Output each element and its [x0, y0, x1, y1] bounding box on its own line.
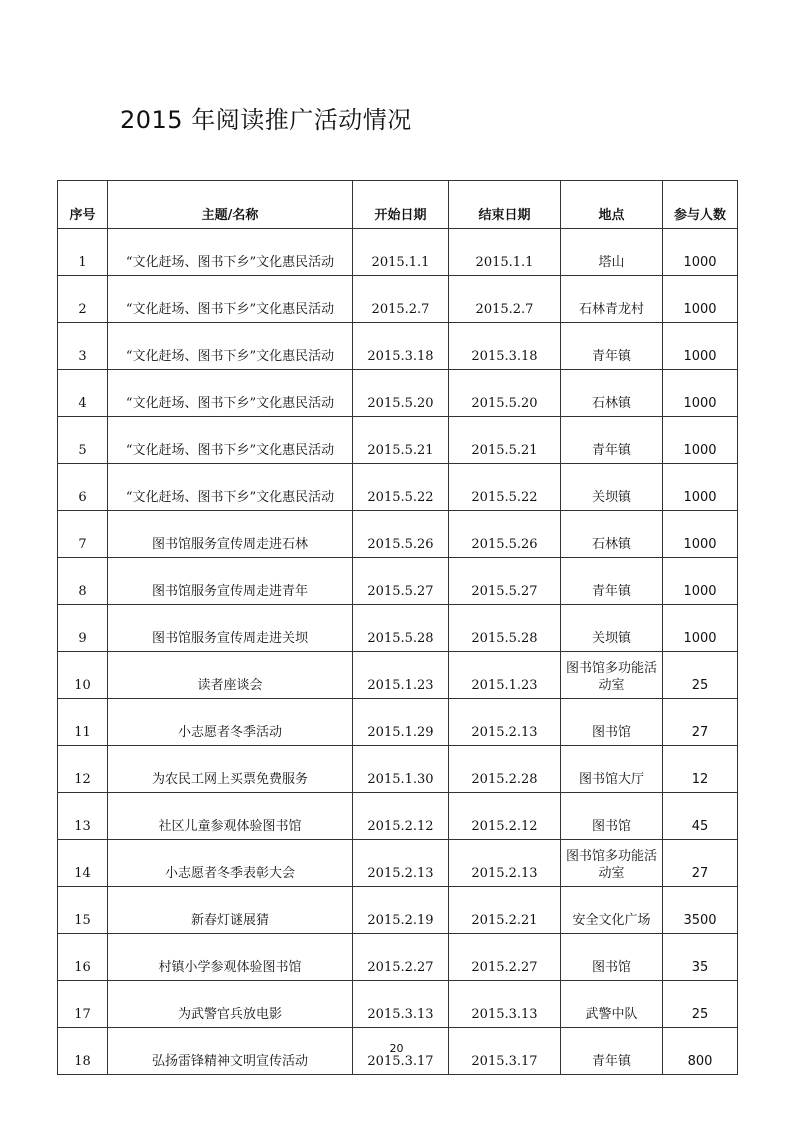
cell-participants: 1000 [663, 464, 738, 511]
cell-topic: 社区儿童参观体验图书馆 [108, 793, 353, 840]
cell-start-date: 2015.2.13 [353, 840, 449, 887]
cell-topic: 读者座谈会 [108, 652, 353, 699]
header-start-date: 开始日期 [353, 181, 449, 229]
cell-end-date: 2015.3.17 [449, 1028, 561, 1075]
cell-location: 青年镇 [561, 558, 663, 605]
cell-start-date: 2015.2.7 [353, 276, 449, 323]
cell-start-date: 2015.5.26 [353, 511, 449, 558]
cell-index: 8 [58, 558, 108, 605]
cell-participants: 27 [663, 840, 738, 887]
cell-participants: 45 [663, 793, 738, 840]
cell-topic: “文化赶场、图书下乡”文化惠民活动 [108, 276, 353, 323]
table-row [58, 840, 738, 887]
cell-topic: 小志愿者冬季表彰大会 [108, 840, 353, 887]
cell-location: 武警中队 [561, 981, 663, 1028]
table-row [58, 934, 738, 981]
cell-end-date: 2015.2.13 [449, 699, 561, 746]
cell-location: 青年镇 [561, 1028, 663, 1075]
cell-end-date: 2015.2.7 [449, 276, 561, 323]
cell-index: 12 [58, 746, 108, 793]
cell-topic: 图书馆服务宣传周走进关坝 [108, 605, 353, 652]
table-row [58, 652, 738, 699]
cell-end-date: 2015.2.13 [449, 840, 561, 887]
cell-end-date: 2015.2.28 [449, 746, 561, 793]
cell-topic: 为武警官兵放电影 [108, 981, 353, 1028]
cell-index: 2 [58, 276, 108, 323]
cell-index: 17 [58, 981, 108, 1028]
table-body [58, 229, 738, 1075]
cell-participants: 1000 [663, 605, 738, 652]
header-participants: 参与人数 [663, 181, 738, 229]
cell-index: 1 [58, 229, 108, 276]
table-row [58, 229, 738, 276]
cell-topic: 图书馆服务宣传周走进青年 [108, 558, 353, 605]
cell-start-date: 2015.5.20 [353, 370, 449, 417]
cell-index: 11 [58, 699, 108, 746]
cell-location: 图书馆 [561, 699, 663, 746]
table-row [58, 746, 738, 793]
cell-participants: 12 [663, 746, 738, 793]
table-row [58, 699, 738, 746]
cell-start-date: 2015.1.29 [353, 699, 449, 746]
cell-participants: 3500 [663, 887, 738, 934]
cell-end-date: 2015.1.23 [449, 652, 561, 699]
table-row [58, 887, 738, 934]
cell-end-date: 2015.2.12 [449, 793, 561, 840]
header-end-date: 结束日期 [449, 181, 561, 229]
table-row [58, 793, 738, 840]
cell-location: 图书馆多功能活动室 [561, 652, 663, 699]
activity-table [57, 180, 738, 1075]
cell-participants: 1000 [663, 511, 738, 558]
cell-start-date: 2015.5.27 [353, 558, 449, 605]
cell-topic: 图书馆服务宣传周走进石林 [108, 511, 353, 558]
cell-index: 9 [58, 605, 108, 652]
cell-location: 图书馆大厅 [561, 746, 663, 793]
cell-location: 石林镇 [561, 511, 663, 558]
cell-topic: 小志愿者冬季活动 [108, 699, 353, 746]
cell-index: 7 [58, 511, 108, 558]
cell-topic: “文化赶场、图书下乡”文化惠民活动 [108, 323, 353, 370]
cell-topic: 新春灯谜展猜 [108, 887, 353, 934]
cell-location: 图书馆 [561, 793, 663, 840]
cell-location: 图书馆多功能活动室 [561, 840, 663, 887]
cell-participants: 1000 [663, 323, 738, 370]
cell-location: 石林青龙村 [561, 276, 663, 323]
cell-participants: 1000 [663, 370, 738, 417]
cell-end-date: 2015.5.27 [449, 558, 561, 605]
cell-end-date: 2015.1.1 [449, 229, 561, 276]
cell-start-date: 2015.3.18 [353, 323, 449, 370]
cell-end-date: 2015.5.28 [449, 605, 561, 652]
cell-topic: “文化赶场、图书下乡”文化惠民活动 [108, 370, 353, 417]
cell-start-date: 2015.2.19 [353, 887, 449, 934]
cell-index: 6 [58, 464, 108, 511]
table-row [58, 981, 738, 1028]
cell-index: 14 [58, 840, 108, 887]
table-row [58, 464, 738, 511]
cell-participants: 35 [663, 934, 738, 981]
cell-location: 塔山 [561, 229, 663, 276]
cell-participants: 1000 [663, 558, 738, 605]
cell-topic: “文化赶场、图书下乡”文化惠民活动 [108, 417, 353, 464]
table-row [58, 558, 738, 605]
cell-participants: 25 [663, 652, 738, 699]
cell-end-date: 2015.2.21 [449, 887, 561, 934]
cell-start-date: 2015.5.28 [353, 605, 449, 652]
cell-end-date: 2015.3.13 [449, 981, 561, 1028]
page-number: 20 [389, 1042, 404, 1055]
cell-index: 15 [58, 887, 108, 934]
cell-index: 18 [58, 1028, 108, 1075]
cell-participants: 25 [663, 981, 738, 1028]
cell-topic: “文化赶场、图书下乡”文化惠民活动 [108, 229, 353, 276]
header-index: 序号 [58, 181, 108, 229]
cell-participants: 27 [663, 699, 738, 746]
table-row [58, 323, 738, 370]
table-row [58, 417, 738, 464]
cell-end-date: 2015.5.21 [449, 417, 561, 464]
table-row [58, 605, 738, 652]
cell-end-date: 2015.5.22 [449, 464, 561, 511]
cell-location: 青年镇 [561, 417, 663, 464]
cell-start-date: 2015.5.21 [353, 417, 449, 464]
cell-start-date: 2015.3.17 [353, 1028, 449, 1075]
table-header-row [58, 181, 738, 229]
cell-index: 16 [58, 934, 108, 981]
table-row [58, 276, 738, 323]
cell-end-date: 2015.5.26 [449, 511, 561, 558]
cell-start-date: 2015.1.1 [353, 229, 449, 276]
cell-start-date: 2015.2.27 [353, 934, 449, 981]
cell-topic: “文化赶场、图书下乡”文化惠民活动 [108, 464, 353, 511]
cell-location: 关坝镇 [561, 605, 663, 652]
cell-location: 安全文化广场 [561, 887, 663, 934]
cell-end-date: 2015.3.18 [449, 323, 561, 370]
cell-location: 关坝镇 [561, 464, 663, 511]
cell-location: 石林镇 [561, 370, 663, 417]
cell-participants: 800 [663, 1028, 738, 1075]
cell-participants: 1000 [663, 229, 738, 276]
table-row [58, 511, 738, 558]
cell-start-date: 2015.3.13 [353, 981, 449, 1028]
cell-topic: 村镇小学参观体验图书馆 [108, 934, 353, 981]
cell-start-date: 2015.2.12 [353, 793, 449, 840]
cell-start-date: 2015.1.30 [353, 746, 449, 793]
cell-end-date: 2015.2.27 [449, 934, 561, 981]
cell-index: 3 [58, 323, 108, 370]
cell-topic: 为农民工网上买票免费服务 [108, 746, 353, 793]
cell-participants: 1000 [663, 276, 738, 323]
cell-index: 5 [58, 417, 108, 464]
table-row [58, 370, 738, 417]
cell-location: 图书馆 [561, 934, 663, 981]
cell-participants: 1000 [663, 417, 738, 464]
cell-location: 青年镇 [561, 323, 663, 370]
header-location: 地点 [561, 181, 663, 229]
cell-end-date: 2015.5.20 [449, 370, 561, 417]
cell-start-date: 2015.5.22 [353, 464, 449, 511]
cell-index: 13 [58, 793, 108, 840]
cell-index: 4 [58, 370, 108, 417]
cell-topic: 弘扬雷锋精神文明宣传活动 [108, 1028, 353, 1075]
page-title: 2015 年阅读推广活动情况 [120, 106, 412, 134]
cell-start-date: 2015.1.23 [353, 652, 449, 699]
cell-index: 10 [58, 652, 108, 699]
header-topic: 主题/名称 [108, 181, 353, 229]
